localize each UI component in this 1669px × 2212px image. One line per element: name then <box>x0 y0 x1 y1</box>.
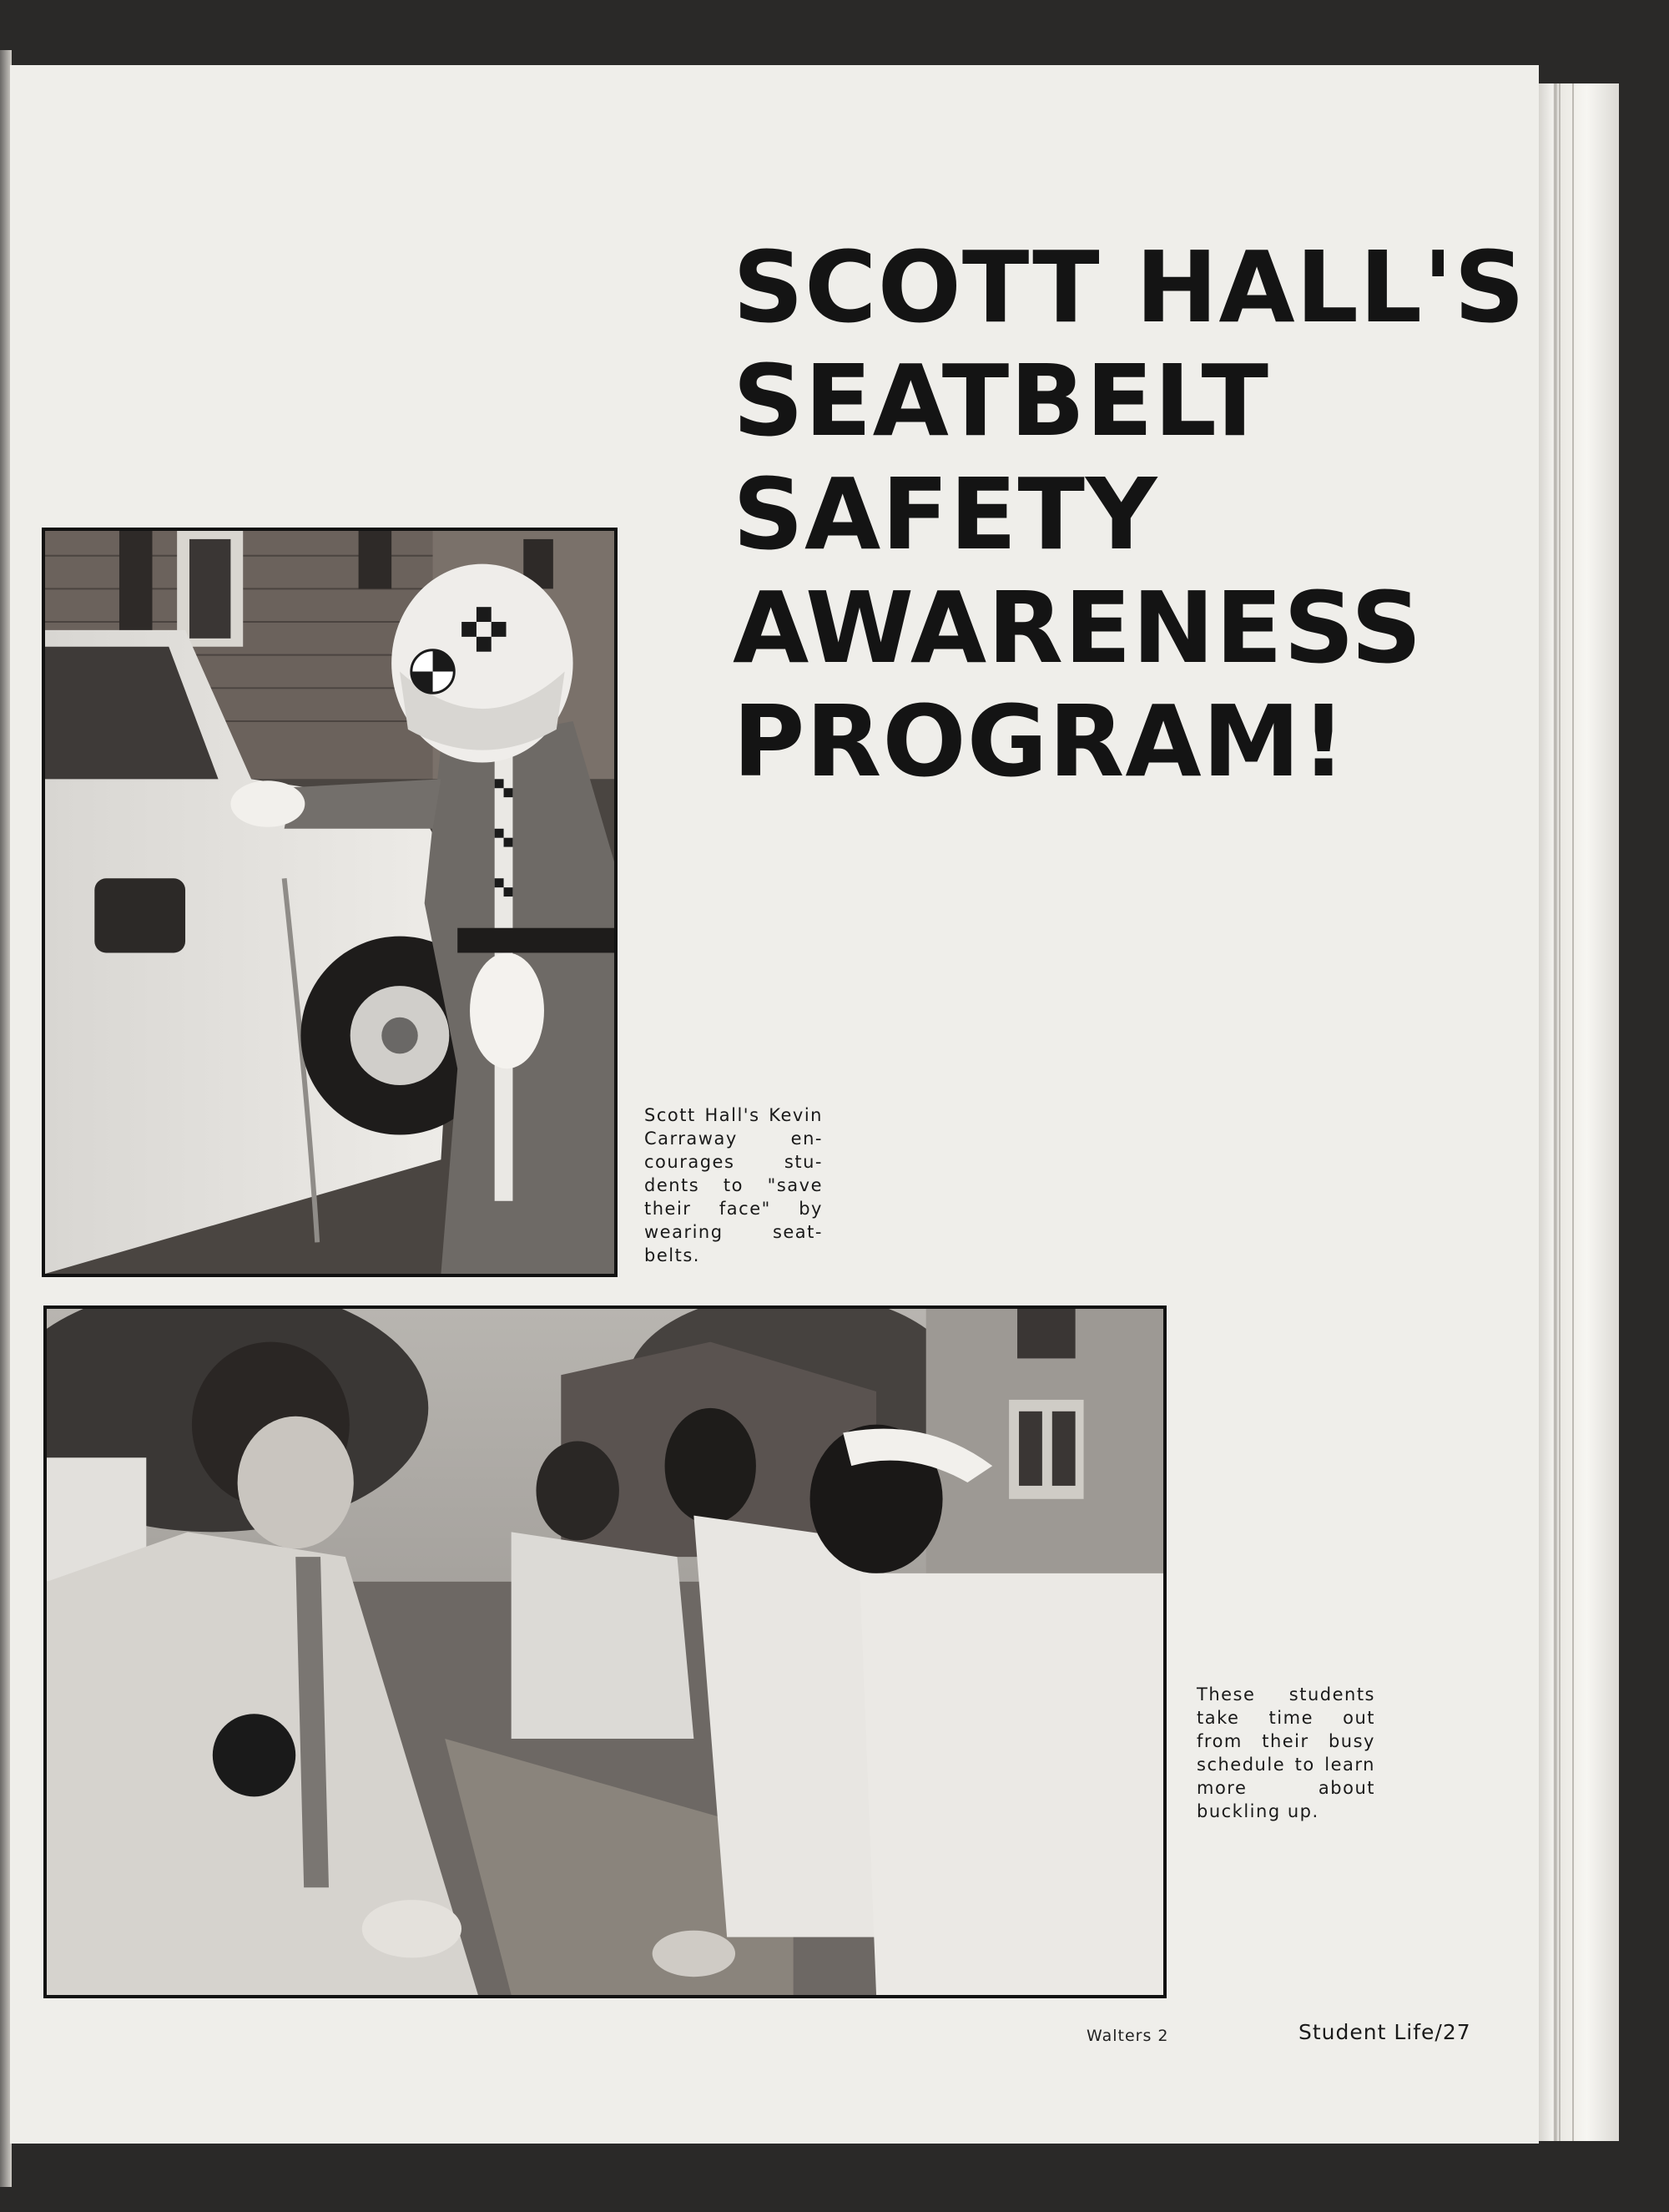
caption-line: belts. <box>644 1245 700 1265</box>
page-headline <box>733 230 1525 798</box>
caption-line: their face" by <box>644 1199 823 1219</box>
caption-line: courages stu- <box>644 1152 823 1172</box>
headline-line: SAFETY <box>733 457 1158 572</box>
photo-students-table-image <box>47 1309 1163 1995</box>
caption-line: wearing seat- <box>644 1222 823 1242</box>
caption-line: from their busy <box>1197 1731 1375 1751</box>
caption-line: schedule to learn <box>1197 1755 1375 1775</box>
headline-line: SCOTT HALL'S <box>733 230 1526 345</box>
caption-line: Carraway en- <box>644 1129 823 1149</box>
caption-line: more about <box>1197 1778 1375 1798</box>
caption-bottom-photo <box>1197 1683 1375 1823</box>
caption-line: dents to "save <box>644 1175 823 1195</box>
caption-line: buckling up. <box>1197 1801 1319 1821</box>
photo-students-table <box>43 1305 1167 1998</box>
page-stack-edge <box>1539 83 1619 2141</box>
photo-crash-dummy <box>42 528 618 1277</box>
headline-line: AWARENESS <box>733 570 1423 685</box>
caption-line: Scott Hall's Kevin <box>644 1105 823 1125</box>
photo-crash-dummy-image <box>45 531 614 1274</box>
headline-line: PROGRAM! <box>733 684 1347 799</box>
page-folio: Student Life/27 <box>1298 2020 1471 2044</box>
photo-credit: Walters 2 <box>1087 2027 1169 2045</box>
caption-line: These students <box>1197 1684 1375 1704</box>
headline-line: SEATBELT <box>733 343 1269 458</box>
caption-line: take time out <box>1197 1708 1375 1728</box>
caption-top-photo <box>644 1103 823 1267</box>
